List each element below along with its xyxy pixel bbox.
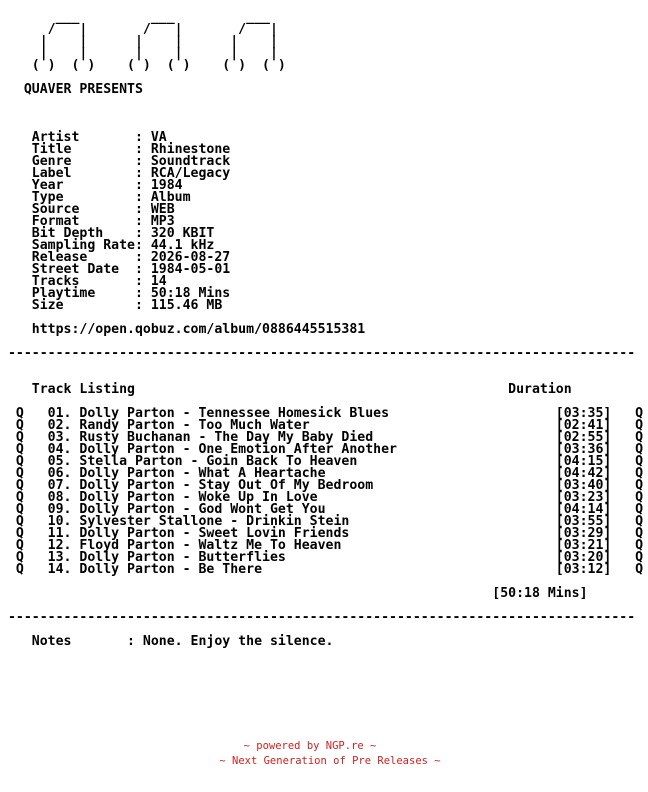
album-url: https://open.qobuz.com/album/0886445515381 (0, 322, 366, 337)
divider-bottom: ------------------------------------------------------------------------------- (0, 610, 636, 625)
footer-powered-by: ~ powered by NGP.re ~ (243, 740, 377, 752)
release-info-block: Artist : VA Title : Rhinestone Genre : Soundtrack Label : RCA/Legacy Year : 1984 Type : Album Source : WEB Format : MP3 Bit Depth : 320 KBIT Sampling Rate: 44.1 kHz Release : 2026-08-27 Street Date : 1984-05-01 Tracks : 14 Playtime : 50:18 Mins Size : 115.46 MB (31, 130, 231, 313)
nfo-text (0, 12, 643, 648)
total-playtime: [50:18 Mins] (0, 586, 588, 601)
footer-tagline: ~ Next Generation of Pre Releases ~ (219, 755, 441, 767)
notes-line: Notes : None. Enjoy the silence. (0, 634, 334, 649)
group-presents-line: QUAVER PRESENTS (0, 82, 143, 97)
divider-top: ------------------------------------------------------------------------------- (0, 346, 636, 361)
tracklist-header: Track Listing Duration (0, 382, 572, 397)
quaver-logo-art: ___ ___ ___ / | / | / | | | | | | | | | | | | | ( ) ( ) ( ) ( ) ( ) ( ) (31, 10, 286, 73)
tracklist-block: Q 01. Dolly Parton - Tennessee Homesick Blues [03:35] Q Q 02. Randy Parton - Too Much Water [02:41] Q Q 03. Rusty Buchanan - The Day My Baby Died [02:55] Q Q 04. Dolly Parton - One Emotion After Another [03:36] Q Q 05. Stella Parton - Goin Back To Heaven [04:15] Q Q 06. Dolly Parton - What A Heartache [04:42] Q Q 07. Dolly Parton - Stay Out Of My Bedroom [03:40] Q Q 08. Dolly Parton - Woke Up In Love [03:23] Q Q 09. Dolly Parton - God Wont Get You [04:14] Q Q 10. Sylvester Stallone - Drinkin Stein [03:55] Q Q 11. Dolly Parton - Sweet Lovin Friends [03:29] Q Q 12. Floyd Parton - Waltz Me To Heaven [03:21] Q Q 13. Dolly Parton - Butterflies [03:20] Q Q 14. Dolly Parton - Be There [03:12] Q (15, 406, 644, 577)
